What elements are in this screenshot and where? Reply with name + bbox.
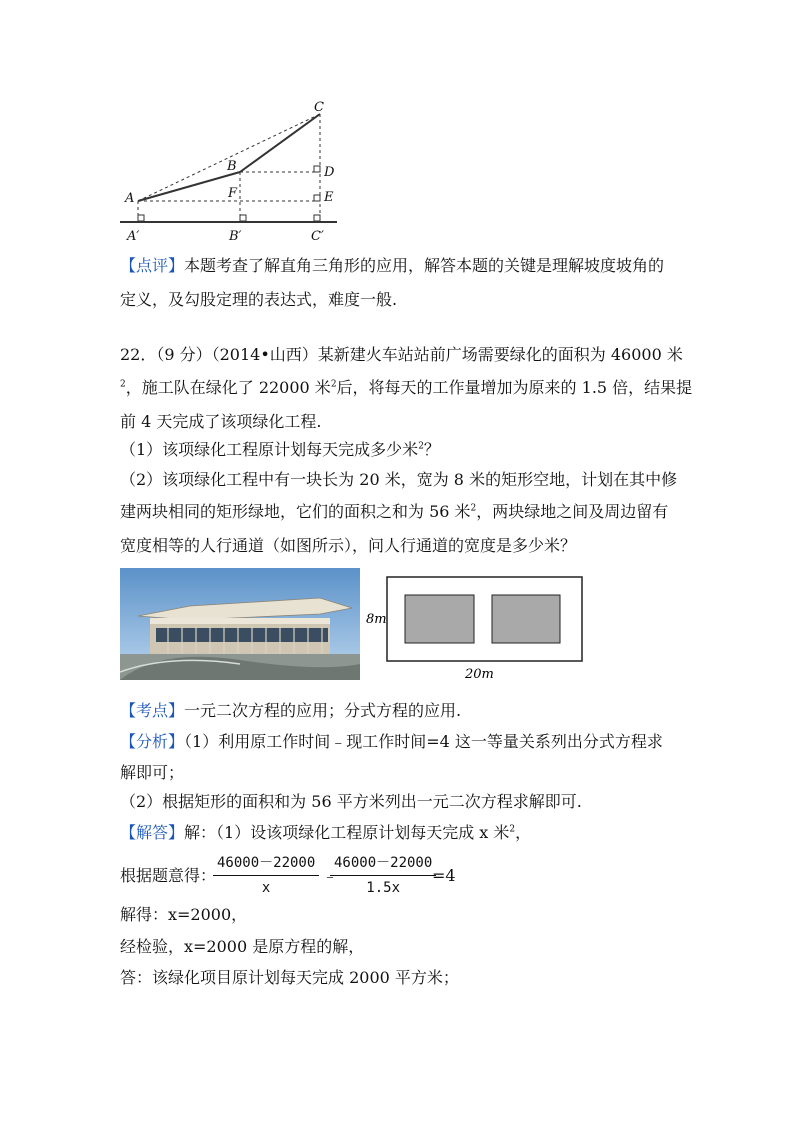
right-angle-a1 [138, 215, 144, 221]
fenxi-tag: 【分析】 [120, 732, 185, 751]
fraction-2-denominator: 1.5x [366, 880, 400, 896]
height-label: 8m [366, 612, 387, 627]
solution-line2: 经检验，x=2000 是原方程的解， [120, 937, 365, 956]
label-d: D [324, 165, 335, 180]
equation-prefix: 根据题意得： [120, 866, 217, 885]
review-line2: 定义，及勾股定理的表达式，难度一般. [120, 290, 398, 309]
fenxi-line2: 解即可； [120, 763, 185, 782]
kaodian-line: 【考点】一元二次方程的应用；分式方程的应用. [120, 701, 462, 720]
fraction-1-denominator: x [261, 880, 271, 896]
solution-line3: 答：该绿化项目原计划每天完成 2000 平方米； [120, 968, 459, 987]
right-angle-b1 [240, 215, 246, 221]
green-plot-diagram [365, 574, 587, 684]
green-plot-right [492, 595, 560, 643]
fraction-2-numerator: 46000－22000 [330, 852, 436, 876]
jieda-line1: 【解答】解：（1）设该项绿化工程原计划每天完成 x 米$^2$， [120, 823, 532, 842]
label-b: B [227, 159, 237, 174]
width-label: 20m [465, 667, 494, 682]
review-line1: 【点评】本题考查了解直角三角形的应用，解答本题的关键是理解坡度坡角的 [120, 256, 665, 275]
label-e: E [324, 190, 334, 205]
jieda-tag: 【解答】 [120, 823, 185, 842]
right-angle-c1 [314, 215, 320, 221]
question-2-line2: 建两块相同的矩形绿地，它们的面积之和为 56 米$^2$，两块绿地之间及周边留有 [120, 502, 669, 521]
problem-line2: $^2$，施工队在绿化了 22000 米$^2$后，将每天的工作量增加为原来的 1.5 倍，结果提 [120, 378, 693, 397]
label-b1: B′ [229, 229, 242, 244]
problem-sup1: 2 [120, 379, 126, 390]
review-tag: 【点评】 [120, 256, 185, 275]
equation-minus: ﹣ [322, 866, 339, 885]
solution-line1: 解得：x=2000， [120, 905, 248, 924]
label-f: F [228, 186, 238, 201]
label-a1: A′ [127, 229, 140, 244]
label-a: A [125, 191, 135, 206]
fraction-1-numerator: 46000－22000 [213, 852, 319, 876]
green-plot-left [405, 595, 474, 643]
fraction-2 [330, 852, 436, 896]
fenxi-line3: （2）根据矩形的面积和为 56 平方米列出一元二次方程求解即可. [120, 792, 582, 811]
problem-line3: 前 4 天完成了该项绿化工程. [120, 412, 322, 431]
slope-bc [240, 114, 320, 172]
fraction-1 [213, 852, 319, 896]
question-2-line1: （2）该项绿化工程中有一块长为 20 米，宽为 8 米的矩形空地，计划在其中修 [120, 470, 678, 489]
question-2-line3: 宽度相等的人行通道（如图所示），问人行通道的宽度是多少米？ [120, 536, 577, 555]
right-angle-d [314, 166, 320, 172]
fenxi-line1: 【分析】（1）利用原工作时间﹣现工作时间=4 这一等量关系列出分式方程求 [120, 732, 663, 751]
label-c: C [314, 100, 324, 115]
slope-diagram [115, 98, 345, 248]
problem-line1: 22．（9 分）（2014•山西）某新建火车站站前广场需要绿化的面积为 46000 米 [120, 345, 683, 364]
right-angle-e [314, 195, 320, 201]
station-photo [120, 568, 360, 680]
question-1: （1）该项绿化工程原计划每天完成多少米$^2$？ [120, 440, 440, 459]
label-c1: C′ [311, 229, 324, 244]
equation-rhs: =4 [432, 866, 456, 885]
kaodian-tag: 【考点】 [120, 701, 185, 720]
